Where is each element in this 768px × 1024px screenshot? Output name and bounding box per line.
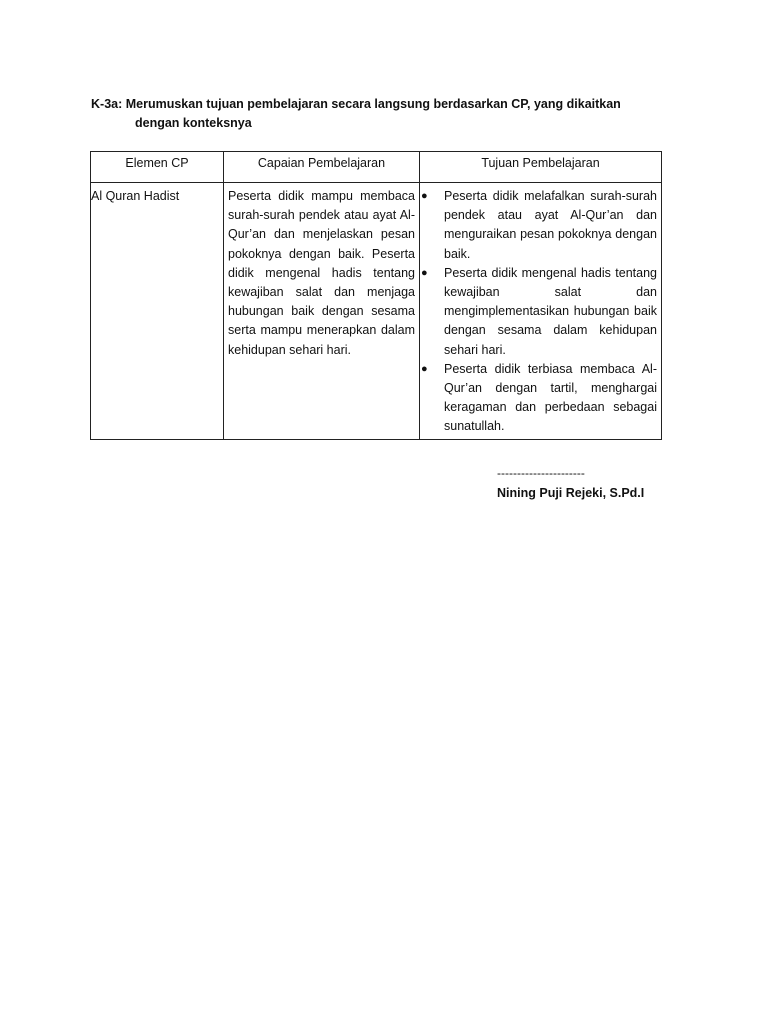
bullet-icon: ● [421,362,428,375]
signature-name: Nining Puji Rejeki, S.Pd.I [497,486,645,500]
header-tujuan-pembelajaran: Tujuan Pembelajaran [420,152,662,183]
bullet-icon: ● [421,190,428,202]
list-item [421,187,657,264]
bullet-icon: ● [421,266,428,279]
heading-line-2: dengan konteksnya [135,116,252,130]
tujuan-text: Peserta didik terbiasa membaca Al-Qur’an dengan tartil, menghargai keragaman dan perbedaan sebagai sunatullah. [444,361,657,434]
table-header-row [91,152,662,183]
tujuan-list [421,187,657,437]
list-item [421,264,657,360]
cell-elemen: Al Quran Hadist [91,183,224,440]
cell-tujuan [420,183,662,440]
heading-line-1: K-3a: Merumuskan tujuan pembelajaran secara langsung berdasarkan CP, yang dikaitkan [91,97,621,111]
header-elemen-cp: Elemen CP [91,152,224,183]
tujuan-text: Peserta didik mengenal hadis tentang kewajiban salat dan mengimplementasikan hubungan baik dengan sesama dalam kehidupan sehari hari. [444,265,657,357]
cell-capaian: Peserta didik mampu membaca surah-surah pendek atau ayat Al-Qur’an dan menjelaskan pesan pokoknya dengan baik. Peserta didik mengenal hadis tentang kewajiban salat dan menjaga hubungan baik dengan sesama serta mampu menerapkan dalam kehidupan sehari hari. [224,183,420,440]
header-capaian-pembelajaran: Capaian Pembelajaran [224,152,420,183]
cp-table [90,151,662,440]
list-item [421,360,657,437]
tujuan-text: Peserta didik melafalkan surah-surah pendek atau ayat Al-Qur’an dan menguraikan pesan pokoknya dengan baik. [444,189,657,261]
page-heading [91,95,671,133]
signature-line: ---------------------- [497,466,585,480]
table-row [91,183,662,440]
